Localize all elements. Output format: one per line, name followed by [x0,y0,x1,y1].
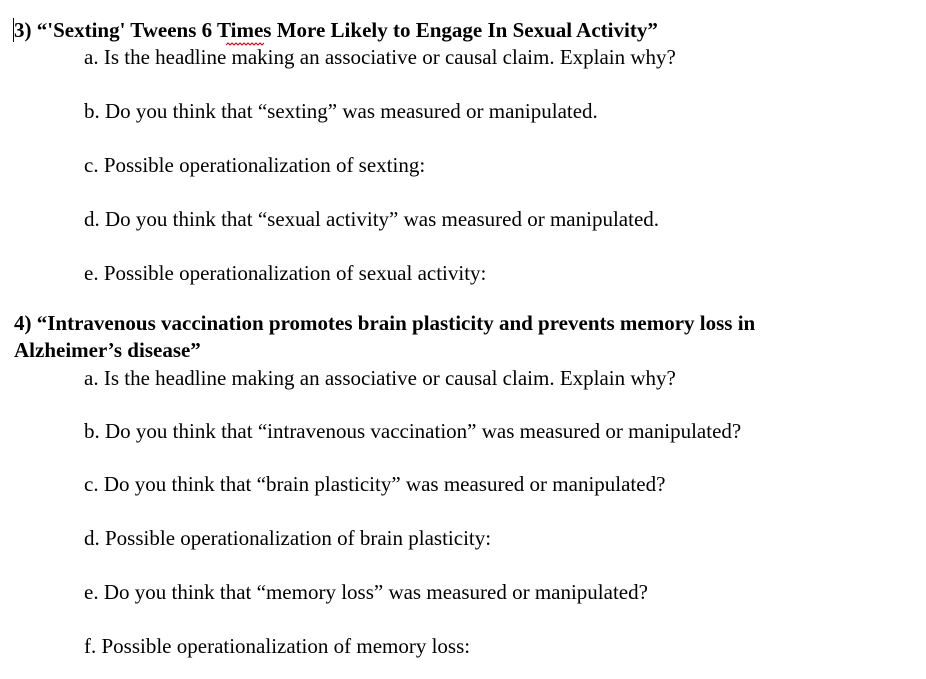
question-4-item-f: f. Possible operationalization of memory loss: [84,634,471,658]
question-4-item-b: b. Do you think that “intravenous vaccination” was measured or manipulated? [84,419,742,443]
question-3-item-c: c. Possible operationalization of sexting: [84,153,426,177]
question-4-heading-line-2: Alzheimer’s disease” [14,338,201,362]
question-4-item-d: d. Possible operationalization of brain plasticity: [84,526,492,550]
question-3-item-d: d. Do you think that “sexual activity” was measured or manipulated. [84,207,660,231]
question-3-item-e: e. Possible operationalization of sexual activity: [84,261,487,285]
question-4-item-c: c. Do you think that “brain plasticity” was measured or manipulated? [84,472,666,496]
question-4-item-e: e. Do you think that “memory loss” was measured or manipulated? [84,580,648,604]
question-4-item-a: a. Is the headline making an associative or causal claim. Explain why? [84,366,676,390]
question-4-heading-line-1: 4) “Intravenous vaccination promotes brain plasticity and prevents memory loss in [14,311,756,335]
question-3-item-b: b. Do you think that “sexting” was measured or manipulated. [84,99,598,123]
question-3-heading: 3) “'Sexting' Tweens 6 Times More Likely to Engage In Sexual Activity” [14,18,658,42]
question-3-item-a: a. Is the headline making an associative or causal claim. Explain why? [84,45,676,69]
